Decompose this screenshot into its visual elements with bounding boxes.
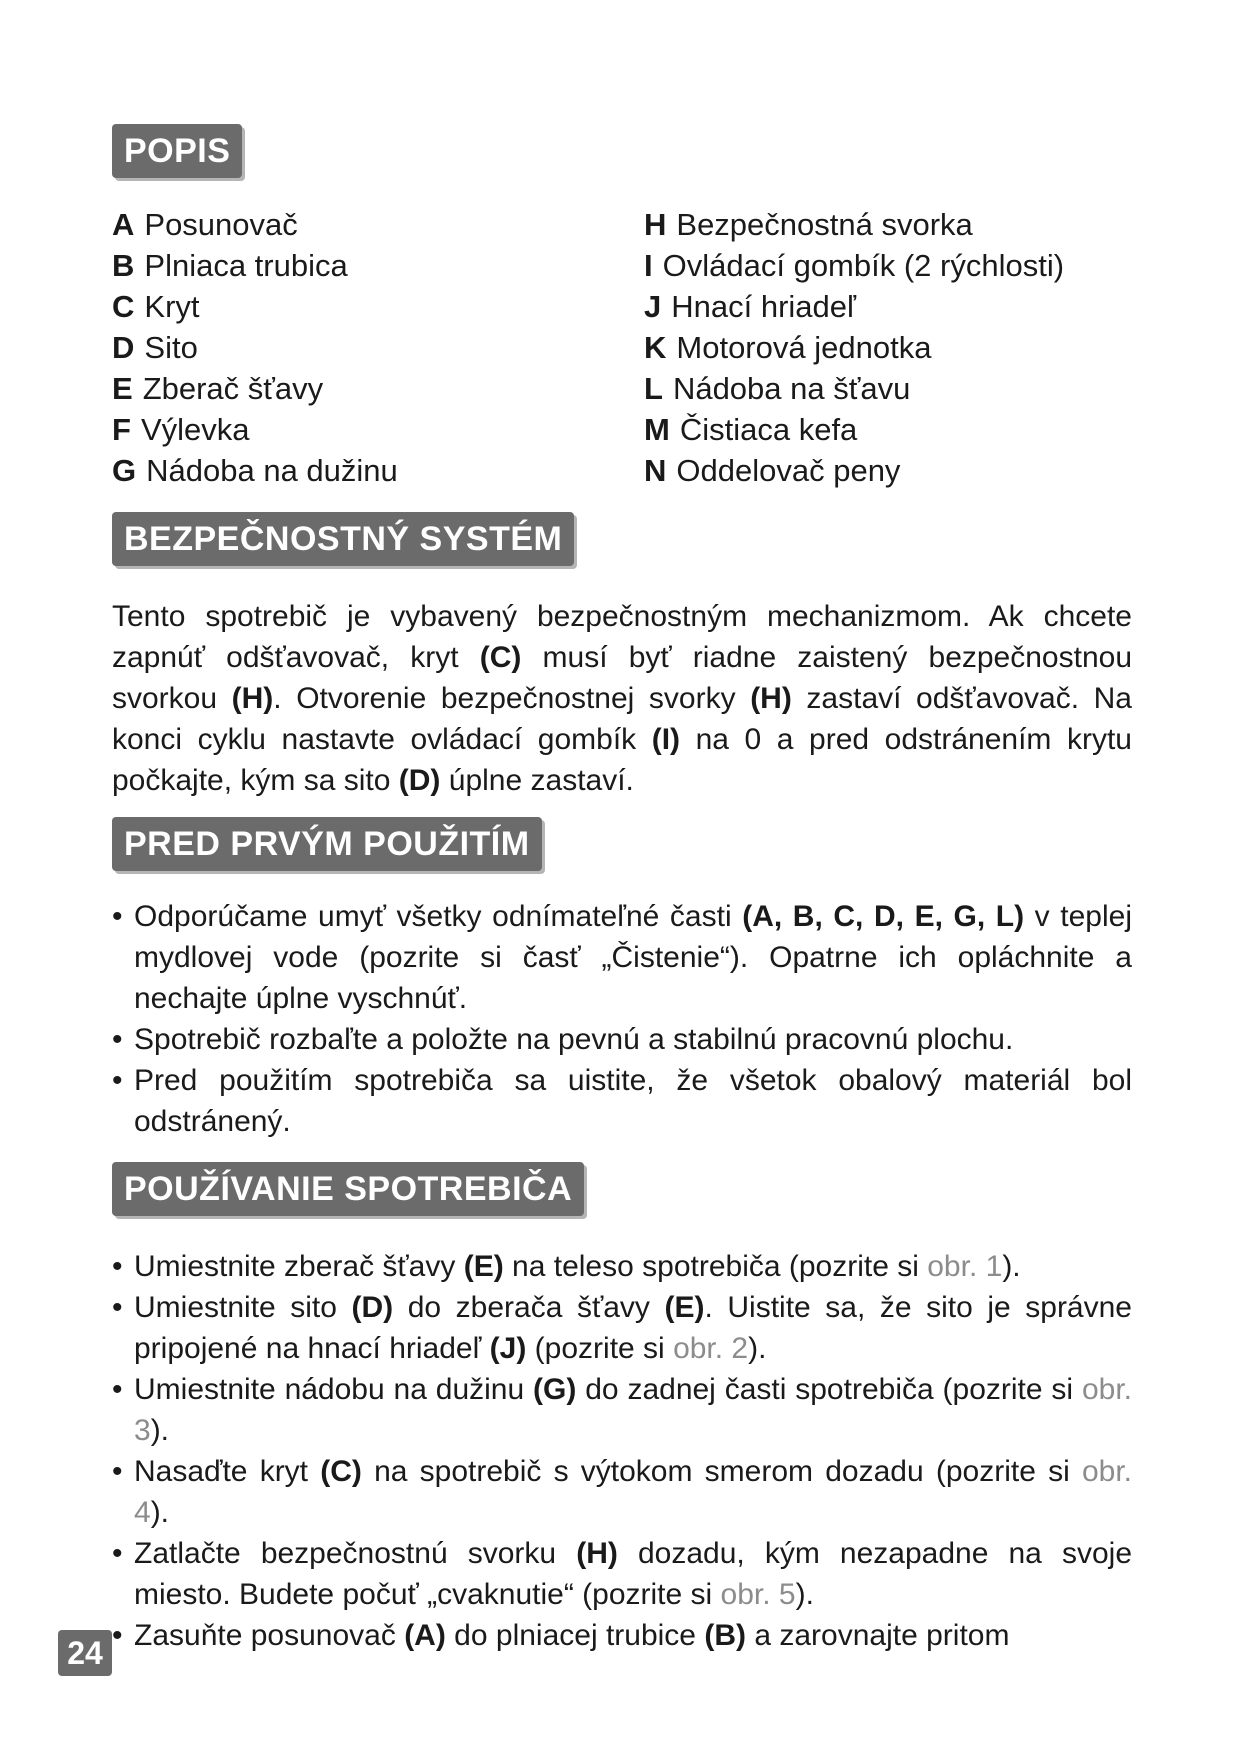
part-name: Čistiaca kefa xyxy=(679,412,858,447)
part-name: Zberač šťavy xyxy=(142,371,324,406)
bullet-item xyxy=(112,1019,1132,1060)
part-item xyxy=(644,368,1064,409)
part-reference: (C) xyxy=(320,1455,362,1488)
text-run: musí byť riadne zaistený bezpečnostnou svorkou xyxy=(112,641,1133,715)
using-appliance-list xyxy=(112,1246,1132,1656)
text-run: ). xyxy=(795,1578,814,1611)
part-letter: G xyxy=(112,453,137,488)
part-name: Bezpečnostná svorka xyxy=(676,207,973,242)
part-letter: B xyxy=(112,248,135,283)
section-heading-pred-prvym-pouzitim: PRED PRVÝM POUŽITÍM xyxy=(112,817,542,871)
text-run: . Uistite sa, že sito je správne pripojené na hnací hriadeľ xyxy=(134,1291,1132,1365)
figure-reference: obr. 2 xyxy=(673,1332,749,1365)
text-run: ). xyxy=(150,1496,170,1529)
bullet-item xyxy=(112,1246,1132,1287)
section-heading-pouzivanie-spotrebica: POUŽÍVANIE SPOTREBIČA xyxy=(112,1162,584,1216)
text-run: do zadnej časti spotrebiča (pozrite si xyxy=(576,1373,1082,1406)
part-item xyxy=(644,450,1064,491)
part-name: Výlevka xyxy=(140,412,250,447)
figure-reference: obr. 5 xyxy=(720,1578,796,1611)
part-reference: (A, B, C, D, E, G, L) xyxy=(742,900,1025,933)
part-letter: L xyxy=(644,371,663,406)
part-reference: (J) xyxy=(489,1332,527,1365)
text-run: ). xyxy=(748,1332,767,1365)
part-name: Hnací hriadeľ xyxy=(671,289,857,324)
part-name: Nádoba na šťavu xyxy=(672,371,911,406)
before-first-use-list xyxy=(112,896,1132,1142)
page-number: 24 xyxy=(58,1630,112,1676)
bullet-item xyxy=(112,1369,1132,1451)
text-run: na spotrebič s výtokom smerom dozadu (pozrite si xyxy=(361,1455,1082,1488)
part-name: Motorová jednotka xyxy=(676,330,932,365)
section-heading-bezpecnostny-system: BEZPEČNOSTNÝ SYSTÉM xyxy=(112,512,574,566)
part-letter: A xyxy=(112,207,135,242)
part-reference: (G) xyxy=(533,1373,577,1406)
part-item xyxy=(112,245,644,286)
part-reference: (H) xyxy=(750,682,792,715)
section-heading-popis: POPIS xyxy=(112,124,242,178)
part-letter: M xyxy=(644,412,670,447)
figure-reference: obr. 3 xyxy=(134,1373,1132,1447)
text-run: ). xyxy=(1002,1250,1021,1283)
part-item xyxy=(112,204,644,245)
text-run: a zarovnajte pritom xyxy=(746,1619,1010,1652)
part-name: Posunovač xyxy=(144,207,298,242)
part-item xyxy=(112,368,644,409)
text-run: Spotrebič rozbaľte a položte na pevnú a stabilnú pracovnú plochu. xyxy=(134,1023,1014,1056)
text-run: Odporúčame umyť všetky odnímateľné časti xyxy=(134,900,743,933)
part-letter: F xyxy=(112,412,131,447)
text-run: dozadu, kým nezapadne na svoje miesto. Budete počuť „cvaknutie“ (pozrite si xyxy=(134,1537,1132,1611)
text-run: zastaví odšťavovač. Na konci cyklu nastavte ovládací gombík xyxy=(112,682,1132,756)
part-item xyxy=(112,450,644,491)
text-run: Umiestnite zberač šťavy xyxy=(134,1250,464,1283)
text-run: Zatlačte bezpečnostnú svorku xyxy=(134,1537,577,1570)
part-reference: (A) xyxy=(404,1619,446,1652)
text-run: Tento spotrebič je vybavený bezpečnostným mechanizmom. Ak chcete zapnúť odšťavovač, kryt xyxy=(112,600,1132,674)
parts-list-left xyxy=(112,204,644,491)
text-run: do zberača šťavy xyxy=(393,1291,665,1324)
part-reference: (E) xyxy=(664,1291,705,1324)
bullet-item xyxy=(112,896,1132,1019)
part-item xyxy=(112,327,644,368)
parts-list xyxy=(112,204,1132,491)
bullet-item xyxy=(112,1533,1132,1615)
part-item xyxy=(644,327,1064,368)
part-reference: (H) xyxy=(576,1537,618,1570)
part-letter: N xyxy=(644,453,667,488)
part-letter: D xyxy=(112,330,135,365)
parts-list-right xyxy=(644,204,1064,491)
part-name: Kryt xyxy=(144,289,200,324)
part-item xyxy=(644,204,1064,245)
part-reference: (H) xyxy=(231,682,274,715)
bullet-item xyxy=(112,1287,1132,1369)
text-run: . Otvorenie bezpečnostnej svorky xyxy=(273,682,751,715)
part-item xyxy=(112,409,644,450)
text-run: Umiestnite nádobu na dužinu xyxy=(134,1373,534,1406)
bullet-item xyxy=(112,1060,1132,1142)
part-reference: (B) xyxy=(704,1619,746,1652)
text-run: Zasuňte posunovač xyxy=(134,1619,405,1652)
part-reference: (D) xyxy=(351,1291,394,1324)
part-reference: (D) xyxy=(398,764,441,797)
text-run: do plniacej trubice xyxy=(445,1619,705,1652)
part-letter: C xyxy=(112,289,135,324)
part-reference: (C) xyxy=(479,641,522,674)
part-reference: (E) xyxy=(463,1250,504,1283)
figure-reference: obr. 4 xyxy=(134,1455,1132,1529)
part-item xyxy=(644,409,1064,450)
bullet-item xyxy=(112,1451,1132,1533)
text-run: Pred použitím spotrebiča sa uistite, že všetok obalový materiál bol odstránený. xyxy=(134,1064,1132,1138)
text-run: Nasaďte kryt xyxy=(134,1455,321,1488)
part-item xyxy=(644,245,1064,286)
text-run: na teleso spotrebiča (pozrite si xyxy=(503,1250,928,1283)
bullet-item xyxy=(112,1615,1132,1656)
text-run: Umiestnite sito xyxy=(134,1291,352,1324)
part-letter: H xyxy=(644,207,667,242)
part-name: Ovládací gombík (2 rýchlosti) xyxy=(662,248,1065,283)
part-name: Oddelovač peny xyxy=(676,453,901,488)
text-run: na 0 a pred odstránením krytu počkajte, kým sa sito xyxy=(112,723,1132,797)
part-letter: K xyxy=(644,330,667,365)
part-letter: E xyxy=(112,371,133,406)
part-name: Nádoba na dužinu xyxy=(146,453,398,488)
text-run: v teplej mydlovej vode (pozrite si časť „Čistenie“). Opatrne ich opláchnite a nechajte úplne vyschnúť. xyxy=(134,900,1132,1015)
part-item xyxy=(112,286,644,327)
text-run: (pozrite si xyxy=(526,1332,674,1365)
part-name: Plniaca trubica xyxy=(144,248,348,283)
part-letter: I xyxy=(644,248,653,283)
text-run: úplne zastaví. xyxy=(440,764,634,797)
part-letter: J xyxy=(644,289,662,324)
part-reference: (I) xyxy=(651,723,681,756)
part-name: Sito xyxy=(144,330,198,365)
figure-reference: obr. 1 xyxy=(927,1250,1003,1283)
part-item xyxy=(644,286,1064,327)
safety-paragraph xyxy=(112,596,1132,801)
text-run: ). xyxy=(150,1414,170,1447)
